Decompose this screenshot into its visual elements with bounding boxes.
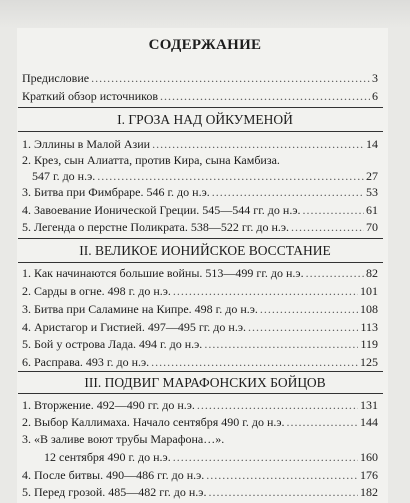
- entry-page: 108: [360, 302, 378, 316]
- entry-title: 1. Как начинаются большие войны. 513—499 гг. до н.э.: [22, 266, 304, 280]
- toc-entry: [22, 467, 378, 484]
- section-rule: [18, 107, 383, 108]
- entry-page: 6: [372, 89, 378, 103]
- entry-title: 5. Легенда о перстне Поликрата. 538—522 гг. до н.э.: [22, 220, 290, 234]
- toc-entry: [22, 431, 378, 448]
- entry-title: 4. После битвы. 490—486 гг. до н.э.: [22, 468, 205, 482]
- section-rule: [18, 131, 383, 132]
- entry-page: 101: [360, 284, 378, 298]
- entry-title: 1. Вторжение. 492—490 гг. до н.э.: [22, 398, 195, 412]
- part-heading: III. ПОДВИГ МАРАФОНСКИХ БОЙЦОВ: [84, 375, 326, 390]
- top-background-band: [0, 0, 410, 28]
- toc-entry: [22, 397, 378, 414]
- entry-title: 3. Битва при Фимбраре. 546 г. до н.э.: [22, 185, 210, 199]
- toc-entry: [22, 414, 378, 431]
- dot-leader: [204, 336, 358, 353]
- dot-leader: [97, 168, 364, 185]
- toc-entry: [22, 484, 378, 501]
- entry-page: 144: [360, 415, 378, 429]
- toc-entry-continuation: [32, 168, 378, 185]
- toc-entry: [22, 202, 378, 219]
- dot-leader: [91, 70, 370, 87]
- part-heading: I. ГРОЗА НАД ОЙКУМЕНОЙ: [117, 112, 293, 127]
- entry-title: 6. Расправа. 493 г. до н.э.: [22, 355, 150, 369]
- dot-leader: [248, 319, 358, 336]
- toc-entry: [22, 265, 378, 282]
- dot-leader: [173, 449, 358, 466]
- toc-entry: [22, 184, 378, 201]
- entry-title: 4. Аристагор и Гистией. 497—495 гг. до н.э.: [22, 320, 246, 334]
- dot-leader: [287, 414, 358, 431]
- toc-entry: [22, 354, 378, 371]
- entry-page: 53: [366, 185, 378, 199]
- entry-title: 2. Сарды в огне. 498 г. до н.э.: [22, 284, 171, 298]
- dot-leader: [208, 484, 358, 501]
- toc-entry: [22, 88, 378, 105]
- toc-entry-continuation: [44, 449, 378, 466]
- dot-leader: [160, 88, 370, 105]
- entry-title: 3. Битва при Саламине на Кипре. 498 г. до н.э.: [22, 302, 258, 316]
- dot-leader: [302, 202, 364, 219]
- entry-page: 3: [372, 71, 378, 85]
- toc-entry: [22, 219, 378, 236]
- part-heading: II. ВЕЛИКОЕ ИОНИЙСКОЕ ВОССТАНИЕ: [79, 243, 331, 258]
- entry-page: 131: [360, 398, 378, 412]
- entry-page: 160: [360, 450, 378, 464]
- dot-leader: [206, 467, 358, 484]
- entry-title: 4. Завоевание Ионической Греции. 545—544 гг. до н.э.: [22, 203, 301, 217]
- dot-leader: [173, 283, 358, 300]
- section-rule: [18, 262, 383, 263]
- toc-entry: [22, 319, 378, 336]
- entry-page: 61: [366, 203, 378, 217]
- entry-page: 27: [366, 169, 378, 183]
- entry-title: 3. «В заливе воют трубы Марафона…».: [22, 432, 225, 446]
- entry-page: 119: [360, 337, 378, 351]
- entry-title: 1. Эллины в Малой Азии: [22, 137, 151, 151]
- entry-page: 14: [366, 137, 378, 151]
- entry-title-cont: 12 сентября 490 г. до н.э.: [44, 450, 171, 464]
- dot-leader: [197, 397, 358, 414]
- entry-page: 176: [360, 468, 378, 482]
- dot-leader: [151, 354, 358, 371]
- dot-leader: [212, 184, 364, 201]
- entry-title: Предисловие: [22, 71, 90, 85]
- toc-entry: [22, 301, 378, 318]
- dot-leader: [260, 301, 358, 318]
- section-rule: [18, 238, 383, 239]
- entry-title: 5. Бой у острова Лада. 494 г. до н.э.: [22, 337, 203, 351]
- toc-entry: [22, 336, 378, 353]
- section-rule: [18, 393, 383, 394]
- dot-leader: [152, 136, 364, 153]
- entry-title: Краткий обзор источников: [22, 89, 159, 103]
- entry-page: 82: [366, 266, 378, 280]
- entry-page: 113: [360, 320, 378, 334]
- entry-title: 5. Перед грозой. 485—482 гг. до н.э.: [22, 485, 207, 499]
- page-title: СОДЕРЖАНИЕ: [148, 37, 262, 53]
- toc-entry: [22, 283, 378, 300]
- toc-entry: [22, 136, 378, 153]
- entry-title: 2. Выбор Каллимаха. Начало сентября 490 г. до н.э.: [22, 415, 285, 429]
- entry-title: 2. Крез, сын Алиатта, против Кира, сына Камбиза.: [22, 153, 280, 167]
- toc-entry: [22, 70, 378, 87]
- dot-leader: [306, 265, 364, 282]
- dot-leader: [291, 219, 364, 236]
- entry-page: 182: [360, 485, 378, 499]
- toc-entry: [22, 152, 378, 169]
- section-rule: [18, 371, 383, 372]
- entry-page: 125: [360, 355, 378, 369]
- entry-page: 70: [366, 220, 378, 234]
- entry-title-cont: 547 г. до н.э.: [32, 169, 96, 183]
